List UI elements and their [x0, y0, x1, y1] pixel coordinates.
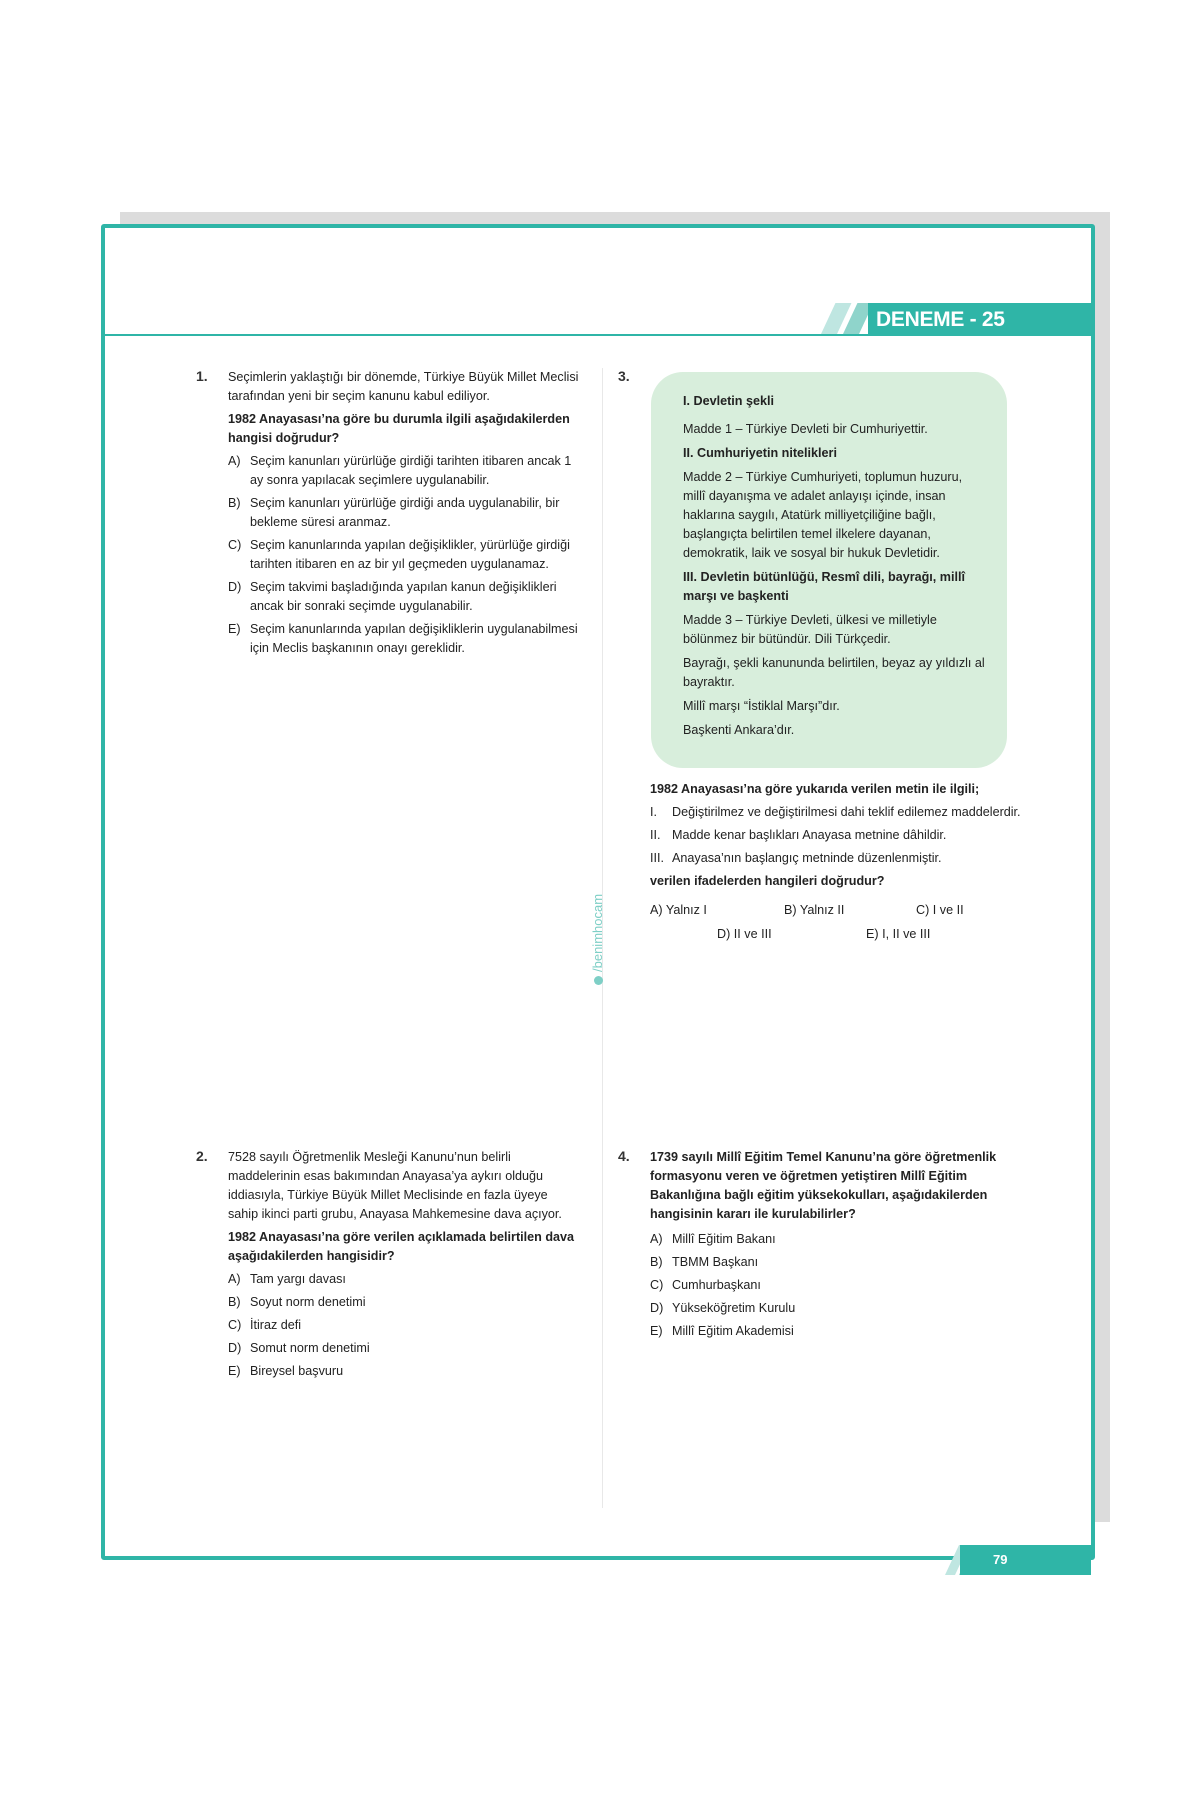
watermark: [590, 894, 605, 985]
question-lead: 1982 Anayasası’na göre yukarıda verilen metin ile ilgili;: [650, 782, 980, 796]
question-2: [228, 1148, 578, 1385]
question-prompt: 1982 Anayasası’na göre bu durumla ilgili aşağıdakilerden hangisi doğrudur?: [228, 412, 570, 445]
constitution-excerpt-box: [651, 372, 1007, 768]
answer-options: [650, 901, 1030, 945]
option-c[interactable]: C) I ve II: [916, 903, 964, 917]
statement-3: III. Anayasa’nın başlangıç metninde düzenlenmiştir.: [650, 851, 942, 865]
question-prompt: 1982 Anayasası’na göre verilen açıklamada belirtilen dava aşağıdakilerden hangisidir?: [228, 1230, 575, 1263]
option-e[interactable]: E) Millî Eğitim Akademisi: [650, 1324, 794, 1338]
exam-dash: -: [969, 308, 977, 331]
option-d[interactable]: D) Somut norm denetimi: [228, 1341, 370, 1355]
option-a[interactable]: A) Yalnız I: [650, 903, 707, 917]
excerpt-paragraph: Millî marşı “İstiklal Marşı”dır.: [683, 699, 840, 713]
exam-number: 25: [981, 308, 1005, 331]
question-stem: 7528 sayılı Öğretmenlik Mesleği Kanunu’nun belirli maddelerinin esas bakımından Anayasa’ya aykırı olduğu iddiasıyla, Türkiye Büyük Millet Meclisinde en fazla üyeye sahip ikinci parti grubu, Anayasa Mahkemesine dava açıyor.: [228, 1150, 562, 1221]
option-b[interactable]: B) Yalnız II: [784, 903, 845, 917]
option-e[interactable]: E) Seçim kanunlarında yapılan değişikliklerin uygulanabilmesi için Meclis başkanının onayı gereklidir.: [228, 622, 578, 655]
option-d[interactable]: D) Yükseköğretim Kurulu: [650, 1301, 796, 1315]
excerpt-heading: III. Devletin bütünlüğü, Resmî dili, bayrağı, millî marşı ve başkenti: [683, 570, 966, 603]
option-d[interactable]: D) II ve III: [717, 927, 772, 941]
excerpt-heading: II. Cumhuriyetin nitelikleri: [683, 446, 837, 460]
exam-title: [876, 305, 1005, 335]
question-3: [650, 780, 1030, 945]
excerpt-paragraph: Madde 3 – Türkiye Devleti, ülkesi ve milletiyle bölünmez bir bütündür. Dili Türkçedir.: [683, 613, 937, 646]
question-4: [650, 1148, 1010, 1345]
option-a[interactable]: A) Tam yargı davası: [228, 1272, 346, 1286]
question-number: 2.: [196, 1148, 208, 1164]
option-c[interactable]: C) Cumhurbaşkanı: [650, 1278, 761, 1292]
footer-band: [960, 1545, 1091, 1575]
statement-1: I. Değiştirilmez ve değiştirilmesi dahi teklif edilemez maddelerdir.: [650, 805, 1021, 819]
excerpt-paragraph: Başkenti Ankara’dır.: [683, 723, 795, 737]
option-e[interactable]: E) I, II ve III: [866, 927, 931, 941]
question-number: 4.: [618, 1148, 630, 1164]
option-e[interactable]: E) Bireysel başvuru: [228, 1364, 344, 1378]
option-c[interactable]: C) Seçim kanunlarında yapılan değişiklikler, yürürlüğe girdiği tarihten itibaren en az bir yıl geçmeden uygulanamaz.: [228, 538, 570, 571]
excerpt-paragraph: Madde 2 – Türkiye Cumhuriyeti, toplumun huzuru, millî dayanışma ve adalet anlayışı içinde, insan haklarına saygılı, Atatürk milliyetçiliğine bağlı, başlangıçta belirtilen temel ilkelere dayanan, demokratik, laik ve sosyal bir hukuk Devletidir.: [683, 470, 963, 560]
option-d[interactable]: D) Seçim takvimi başladığında yapılan kanun değişiklikleri ancak bir sonraki seçimde uygulanabilir.: [228, 580, 557, 613]
question-number: 3.: [618, 368, 630, 384]
question-prompt: 1739 sayılı Millî Eğitim Temel Kanunu’na göre öğretmenlik formasyonu veren ve öğretmen yetiştiren Millî Eğitim Bakanlığına bağlı eğitim yüksekokulları, aşağıdakilerden hangisinin kararı ile kurulabilirler?: [650, 1150, 997, 1221]
page-number: 79: [993, 1552, 1008, 1567]
option-a[interactable]: A) Seçim kanunları yürürlüğe girdiği tarihten itibaren ancak 1 ay sonra yapılacak seçimlere uygulanabilir.: [228, 454, 572, 487]
excerpt-paragraph: Bayrağı, şekli kanununda belirtilen, beyaz ay yıldızlı al bayraktır.: [683, 656, 985, 689]
excerpt-paragraph: Madde 1 – Türkiye Devleti bir Cumhuriyettir.: [683, 422, 928, 436]
question-stem: Seçimlerin yaklaştığı bir dönemde, Türkiye Büyük Millet Meclisi tarafından yeni bir seçim kanunu kabul ediliyor.: [228, 370, 579, 403]
excerpt-heading: I. Devletin şekli: [683, 394, 774, 408]
statement-2: II. Madde kenar başlıkları Anayasa metnine dâhildir.: [650, 828, 947, 842]
option-b[interactable]: B) Seçim kanunları yürürlüğe girdiği anda uygulanabilir, bir bekleme süresi aranmaz.: [228, 496, 560, 529]
option-c[interactable]: C) İtiraz defi: [228, 1318, 302, 1332]
play-icon: [594, 976, 603, 985]
question-number: 1.: [196, 368, 208, 384]
option-a[interactable]: A) Millî Eğitim Bakanı: [650, 1232, 776, 1246]
question-prompt: verilen ifadelerden hangileri doğrudur?: [650, 874, 885, 888]
option-b[interactable]: B) Soyut norm denetimi: [228, 1295, 366, 1309]
exam-label: DENEME: [876, 308, 965, 331]
option-b[interactable]: B) TBMM Başkanı: [650, 1255, 759, 1269]
question-1: [228, 368, 588, 662]
watermark-text: /benimhocam: [590, 893, 605, 972]
